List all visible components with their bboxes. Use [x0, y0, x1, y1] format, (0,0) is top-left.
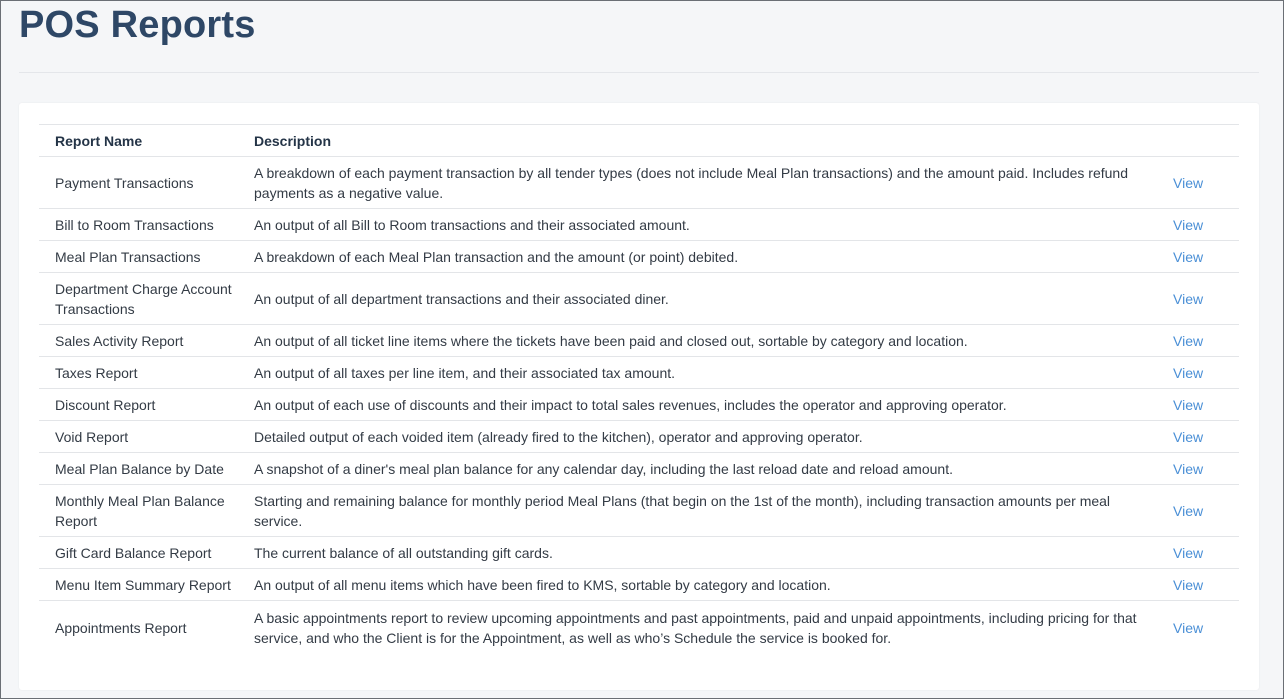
report-description: An output of all taxes per line item, and their associated tax amount. — [254, 364, 676, 381]
header-action — [1159, 125, 1239, 157]
report-description: A basic appointments report to review upcoming appointments and past appointments, paid and unpaid appointments, including pricing for that service, and who the Client is for the Appointment, as well as who’s Schedule the service is booked for. — [254, 609, 1137, 646]
view-link[interactable]: View — [1173, 174, 1204, 191]
table-row — [39, 421, 1239, 453]
table-row — [39, 453, 1239, 485]
view-link[interactable]: View — [1173, 364, 1204, 381]
report-description: An output of each use of discounts and their impact to total sales revenues, includes the operator and approving operator. — [254, 396, 1007, 413]
report-name: Department Charge Account Transactions — [55, 280, 232, 317]
report-description: An output of all menu items which have been fired to KMS, sortable by category and location. — [254, 576, 831, 593]
report-name: Appointments Report — [55, 619, 187, 636]
header-report-name: Report Name — [55, 132, 143, 149]
view-link[interactable]: View — [1173, 576, 1204, 593]
report-description: Starting and remaining balance for monthly period Meal Plans (that begin on the 1st of the month), including transaction amounts per meal service. — [254, 492, 1111, 529]
table-row — [39, 485, 1239, 537]
view-link[interactable]: View — [1173, 619, 1204, 636]
view-link[interactable]: View — [1173, 460, 1204, 477]
view-link[interactable]: View — [1173, 216, 1204, 233]
view-link[interactable]: View — [1173, 248, 1204, 265]
report-description: An output of all department transactions and their associated diner. — [254, 290, 669, 307]
table-row — [39, 241, 1239, 273]
report-name: Payment Transactions — [55, 174, 194, 191]
table-row — [39, 325, 1239, 357]
report-name: Gift Card Balance Report — [55, 544, 212, 561]
view-link[interactable]: View — [1173, 502, 1204, 519]
report-description: A breakdown of each payment transaction by all tender types (does not include Meal Plan transactions) and the amount paid. Includes refund payments as a negative value. — [254, 164, 1128, 201]
view-link[interactable]: View — [1173, 396, 1204, 413]
view-link[interactable]: View — [1173, 544, 1204, 561]
report-description: A snapshot of a diner's meal plan balance for any calendar day, including the last reload date and reload amount. — [254, 460, 953, 477]
reports-table — [39, 124, 1239, 655]
table-row — [39, 569, 1239, 601]
report-name: Discount Report — [55, 396, 156, 413]
report-name: Taxes Report — [55, 364, 138, 381]
table-row — [39, 357, 1239, 389]
title-divider — [19, 72, 1259, 73]
view-link[interactable]: View — [1173, 290, 1204, 307]
report-description: A breakdown of each Meal Plan transaction and the amount (or point) debited. — [254, 248, 739, 265]
table-row — [39, 537, 1239, 569]
report-description: The current balance of all outstanding gift cards. — [254, 544, 553, 561]
page-title: POS Reports — [19, 4, 256, 46]
report-name: Bill to Room Transactions — [55, 216, 214, 233]
table-header-row — [39, 125, 1239, 157]
report-description: Detailed output of each voided item (already fired to the kitchen), operator and approving operator. — [254, 428, 863, 445]
report-description: An output of all ticket line items where the tickets have been paid and closed out, sortable by category and location. — [254, 332, 968, 349]
header-description: Description — [254, 132, 332, 149]
report-name: Sales Activity Report — [55, 332, 184, 349]
view-link[interactable]: View — [1173, 332, 1204, 349]
view-link[interactable]: View — [1173, 428, 1204, 445]
report-name: Monthly Meal Plan Balance Report — [55, 492, 225, 529]
reports-card — [19, 103, 1259, 690]
report-description: An output of all Bill to Room transactions and their associated amount. — [254, 216, 690, 233]
table-row — [39, 273, 1239, 325]
report-name: Meal Plan Balance by Date — [55, 460, 224, 477]
report-name: Menu Item Summary Report — [55, 576, 231, 593]
report-name: Void Report — [55, 428, 129, 445]
table-row — [39, 601, 1239, 655]
table-row — [39, 389, 1239, 421]
table-row — [39, 209, 1239, 241]
table-row — [39, 157, 1239, 209]
report-name: Meal Plan Transactions — [55, 248, 201, 265]
